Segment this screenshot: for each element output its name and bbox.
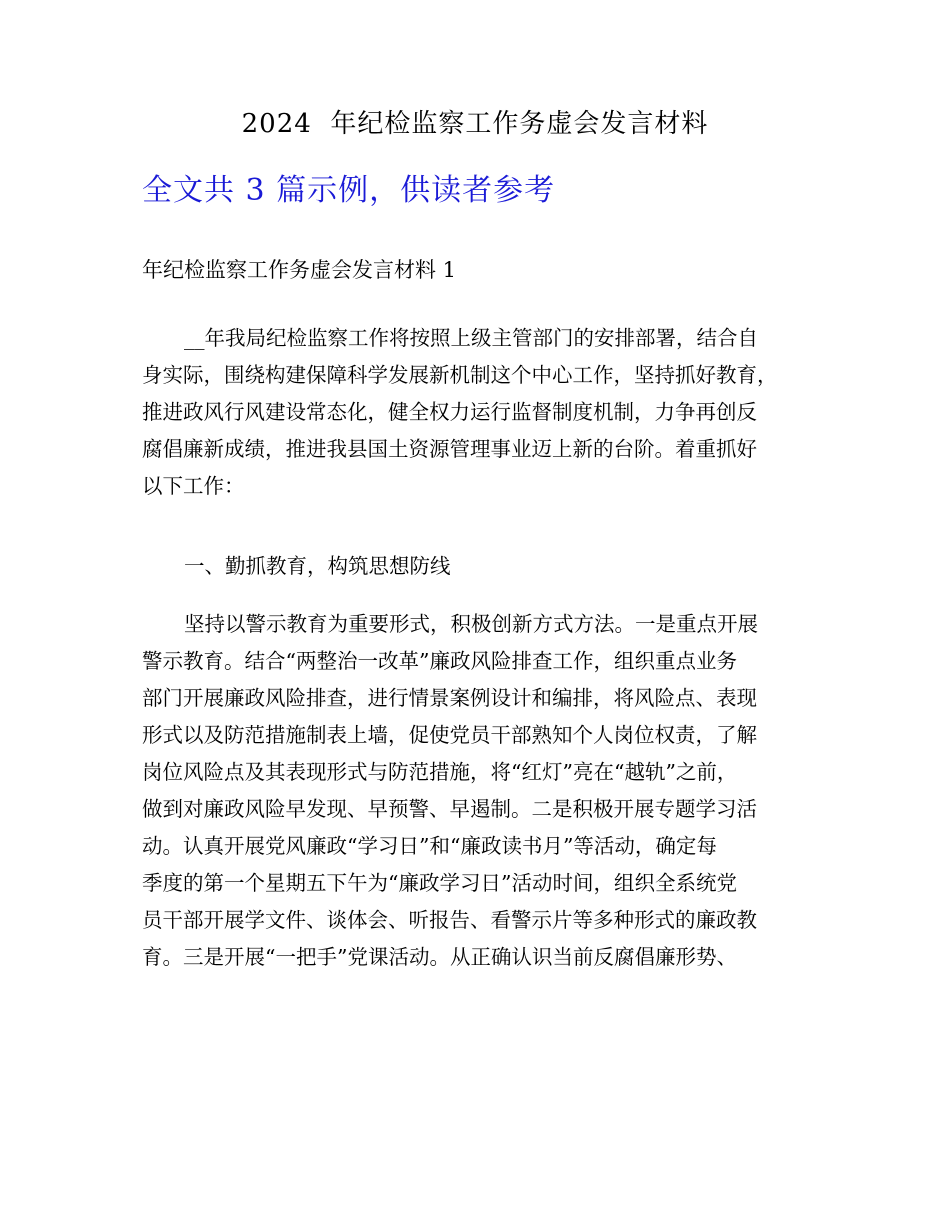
paragraph-line: 员干部开展学文件、谈体会、听报告、看警示片等多种形式的廉政教 bbox=[142, 908, 757, 932]
paragraph-line: 坚持以警示教育为重要形式，积极创新方式方法。一是重点开展 bbox=[184, 612, 758, 636]
paragraph-line: 警示教育。结合“两整治一改革”廉政风险排查工作，组织重点业务 bbox=[142, 649, 737, 673]
sub-heading: 一、勤抓教育，构筑思想防线 bbox=[184, 554, 451, 578]
section-heading: 年纪检监察工作务虚会发言材料 1 bbox=[142, 258, 457, 282]
paragraph-line: 动。认真开展党风廉政“学习日”和“廉政读书月”等活动，确定每 bbox=[142, 834, 717, 858]
paragraph-line: 腐倡廉新成绩，推进我县国土资源管理事业迈上新的台阶。着重抓好 bbox=[142, 437, 757, 461]
paragraph-line: 以下工作： bbox=[142, 474, 245, 498]
paragraph-line: 季度的第一个星期五下午为“廉政学习日”活动时间，组织全系统党 bbox=[142, 871, 737, 895]
paragraph-line: 推进政风行风建设常态化，健全权力运行监督制度机制，力争再创反 bbox=[142, 400, 757, 424]
paragraph-line: 岗位风险点及其表现形式与防范措施，将“红灯”亮在“越轨”之前， bbox=[142, 760, 738, 784]
paragraph-intro bbox=[142, 320, 842, 505]
document-subtitle: 全文共 3 篇示例，供读者参考 bbox=[142, 173, 556, 208]
paragraph-line: 形式以及防范措施制表上墙，促使党员干部熟知个人岗位权责，了解 bbox=[142, 723, 757, 747]
paragraph-line: 身实际，围绕构建保障科学发展新机制这个中心工作，坚持抓好教育， bbox=[142, 363, 778, 387]
paragraph-line: 做到对廉政风险早发现、早预警、早遏制。二是积极开展专题学习活 bbox=[142, 797, 757, 821]
paragraph-line: __年我局纪检监察工作将按照上级主管部门的安排部署，结合自 bbox=[184, 326, 758, 350]
paragraph-education bbox=[142, 606, 842, 976]
document-title: 2024 年纪检监察工作务虚会发言材料 bbox=[241, 109, 709, 139]
paragraph-line: 部门开展廉政风险排查，进行情景案例设计和编排，将风险点、表现 bbox=[142, 686, 757, 710]
paragraph-line: 育。三是开展“一把手”党课活动。从正确认识当前反腐倡廉形势、 bbox=[142, 945, 737, 969]
